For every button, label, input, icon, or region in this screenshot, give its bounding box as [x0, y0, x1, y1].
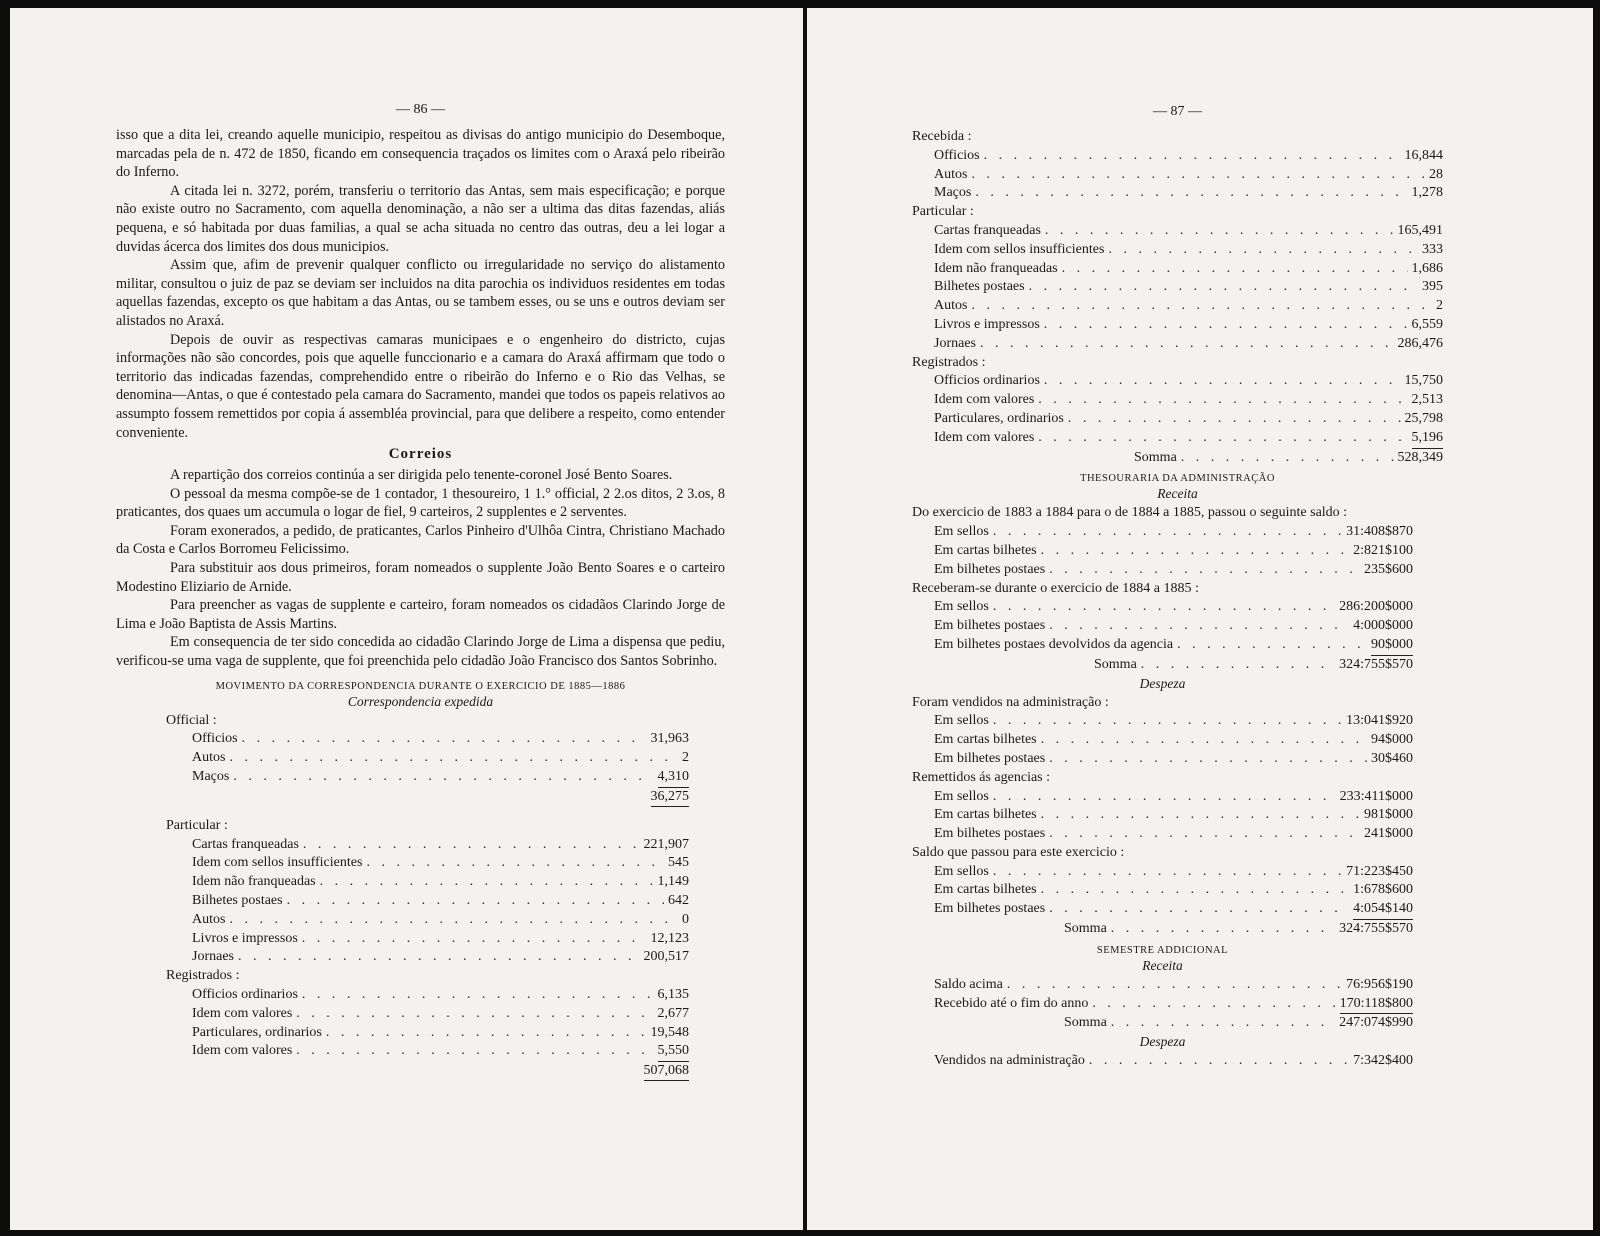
paragraph: Em consequencia de ter sido concedida ao cidadão Clarindo Jorge de Lima a dispensa que pediu, verificou-se uma vaga de supplente, que foi preenchida pelo cidadão João Francisco dos Santos Sobrinho.: [116, 634, 725, 670]
subtotal: 36,275: [192, 788, 689, 807]
somma-row: Somma . . . 324:755$570: [934, 920, 1413, 939]
table-row: Maços . . . 4,310: [192, 768, 689, 788]
paragraph: Assim que, afim de prevenir qualquer conflicto ou irregularidade no serviço do alistamento militar, consultou o juiz de paz se deviam ser incluidos na dita parochia os individuos residentes em todas aquellas fazendas, excepto os que habitam a das Antas, ou se tambem esses, ou se uns e outros deviam ser alistados no Araxá.: [116, 257, 725, 329]
paragraph: O pessoal da mesma compõe-se de 1 contador, 1 thesoureiro, 1 1.° official, 2 2.os ditos, 2 3.os, 8 praticantes, dos quaes um accumula o logar de fiel, 9 carteiros, 2 supplentes e 2 serventes.: [116, 485, 725, 521]
group-label: Particular :: [166, 817, 228, 833]
section-title: Correios: [388, 446, 453, 463]
section-subtitle: Receita: [1157, 486, 1198, 502]
table-row: Em sellos . . . 31:408$870: [934, 523, 1413, 542]
grand-total: 507,068: [192, 1062, 689, 1081]
group-label: Particular :: [912, 204, 974, 220]
table-row: Idem não franqueadas . . . 1,149: [192, 873, 689, 892]
table-row: Cartas franqueadas . . . 221,907: [192, 836, 689, 855]
group-label: Foram vendidos na administração :: [912, 694, 1109, 710]
group-label: Do exercicio de 1883 a 1884 para o de 1884 a 1885, passou o seguinte saldo :: [912, 505, 1348, 521]
table-row: Autos . . . 0: [192, 911, 689, 930]
paragraph: A repartição dos correios continúa a ser dirigida pelo tenente-coronel José Bento Soares.: [170, 467, 673, 484]
table-row: Bilhetes postaes . . . 395: [934, 278, 1443, 297]
table-row: Autos . . . 28: [934, 166, 1443, 185]
group-label: Receberam-se durante o exercicio de 1884 a 1885 :: [912, 580, 1199, 596]
table-row: Officios ordinarios . . . 15,750: [934, 372, 1443, 391]
table-row: Em bilhetes postaes . . . 4:000$000: [934, 617, 1413, 636]
table-row: Bilhetes postaes . . . 642: [192, 892, 689, 911]
table-row: Em cartas bilhetes . . . 94$000: [934, 731, 1413, 750]
table-row: Em cartas bilhetes . . . 2:821$100: [934, 542, 1413, 561]
section-subtitle: Despeza: [1139, 1034, 1186, 1050]
left-page: [10, 8, 803, 1230]
table-row: Vendidos na administração . . . 7:342$400: [934, 1052, 1413, 1071]
table-row: Particulares, ordinarios . . . 19,548: [192, 1024, 689, 1043]
table-row: Idem com valores . . . 5,196: [934, 429, 1443, 449]
group-label: Saldo que passou para este exercicio :: [912, 844, 1125, 860]
table-row: Jornaes . . . 286,476: [934, 335, 1443, 354]
table-row: Livros e impressos . . . 6,559: [934, 316, 1443, 335]
table-caption: MOVIMENTO DA CORRESPONDENCIA DURANTE O EXERCICIO DE 1885—1886: [215, 680, 626, 692]
table-row: Livros e impressos . . . 12,123: [192, 930, 689, 949]
paragraph: isso que a dita lei, creando aquelle municipio, respeitou as divisas do antigo municipio do Desemboque, marcadas pela de n. 472 de 1850, ficando em consequencia traçados os limites com o Araxá pelo ribeirão do Inferno.: [116, 127, 725, 181]
section-caption: SEMESTRE ADDICIONAL: [1096, 944, 1229, 956]
table-row: Idem não franqueadas . . . 1,686: [934, 260, 1443, 279]
paragraph: A citada lei n. 3272, porém, transferiu o territorio das Antas, sem mais especificação; e porque não existe outro no Sacramento, com aquella denominação, a não ser a ultima das ditas fazendas, aliás pequena, e só habitada por duas familias, a qual se acha situada no centro das outras, deu a lei logar a duvidas ácerca dos limites dos dous municipios.: [116, 182, 725, 255]
correspondence-table: [116, 712, 725, 1082]
table-row: Autos . . . 2: [934, 297, 1443, 316]
group-label: Official :: [166, 712, 217, 728]
table-row: Officios . . . 31,963: [192, 730, 689, 749]
group-label: Remettidos ás agencias :: [912, 769, 1051, 785]
table-row: Em bilhetes postaes . . . 4:054$140: [934, 900, 1413, 920]
table-row: Autos . . . 2: [192, 749, 689, 768]
group-label: Recebida :: [912, 129, 972, 144]
table-row: Idem com valores . . . 5,550: [192, 1042, 689, 1062]
table-row: Em bilhetes postaes . . . 30$460: [934, 750, 1413, 769]
section-caption: THESOURARIA DA ADMINISTRAÇÃO: [1080, 473, 1275, 485]
table-row: Em cartas bilhetes . . . 981$000: [934, 806, 1413, 825]
table-row: Idem com sellos insufficientes . . . 545: [192, 854, 689, 873]
table-row: Em cartas bilhetes . . . 1:678$600: [934, 881, 1413, 900]
table-row: Em bilhetes postaes . . . 241$000: [934, 825, 1413, 844]
table-row: Em bilhetes postaes . . . 235$600: [934, 561, 1413, 580]
section-subtitle: Despeza: [1139, 675, 1186, 691]
table-row: Em sellos . . . 233:411$000: [934, 788, 1413, 807]
group-label: Registrados :: [166, 968, 240, 984]
table-subtitle: Correspondencia expedida: [347, 693, 494, 709]
table-row: Officios ordinarios . . . 6,135: [192, 986, 689, 1005]
group-label: Registrados :: [912, 354, 986, 370]
table-row: Idem com valores . . . 2,513: [934, 391, 1443, 410]
somma-row: Somma . . . 324:755$570: [934, 656, 1413, 675]
table-row: Em sellos . . . 71:223$450: [934, 863, 1413, 882]
somma-row: Somma . . . 247:074$990: [934, 1014, 1413, 1033]
table-row: Particulares, ordinarios . . . 25,798: [934, 410, 1443, 429]
table-row: Em sellos . . . 286:200$000: [934, 598, 1413, 617]
somma-row: Somma . . . 528,349: [934, 449, 1443, 468]
table-row: Maços . . . 1,278: [934, 184, 1443, 203]
paragraph: Foram exonerados, a pedido, de praticantes, Carlos Pinheiro d'Ulhôa Cintra, Christiano Machado da Costa e Carlos Borromeu Felicissimo.: [116, 522, 725, 558]
paragraph: Depois de ouvir as respectivas camaras municipaes e o engenheiro do districto, cujas informações não são concordes, pois que aquelle funccionario e a camara do Araxá affirmam que todo o territorio das indicadas fazendas, comprehendido entre o ribeirão do Inferno e o Rio das Velhas, se denomina—Antas, o que é contestado pela camara do Sacramento, mandei que todos os papeis relativos ao assumpto fossem remettidos por copia á assembléa provincial, para que delibere a respeito, como entender conveniente.: [116, 331, 725, 441]
page-number: — 87 —: [1153, 104, 1202, 119]
right-page: [807, 8, 1593, 1230]
page-number: — 86 —: [396, 102, 445, 117]
table-row: Idem com sellos insufficientes . . . 333: [934, 241, 1443, 260]
table-row: Em bilhetes postaes devolvidos da agencia . . . 90$000: [934, 636, 1413, 656]
table-row: Idem com valores . . . 2,677: [192, 1005, 689, 1024]
section-subtitle: Receita: [1142, 957, 1183, 973]
table-row: Saldo acima . . . 76:956$190: [934, 976, 1413, 995]
table-row: Recebido até o fim do anno . . . 170:118$800: [934, 995, 1413, 1015]
table-row: Jornaes . . . 200,517: [192, 948, 689, 967]
table-row: Officios . . . 16,844: [934, 147, 1443, 166]
paragraph: Para preencher as vagas de supplente e carteiro, foram nomeados os cidadãos Clarindo Jorge de Lima e João Baptista de Assis Martins.: [116, 597, 725, 632]
table-row: Em sellos . . . 13:041$920: [934, 712, 1413, 731]
paragraph: Para substituir aos dous primeiros, foram nomeados o supplente João Bento Soares e o carteiro Modestino Eliziario de Arnide.: [116, 560, 725, 595]
table-row: Cartas franqueadas . . . 165,491: [934, 222, 1443, 241]
